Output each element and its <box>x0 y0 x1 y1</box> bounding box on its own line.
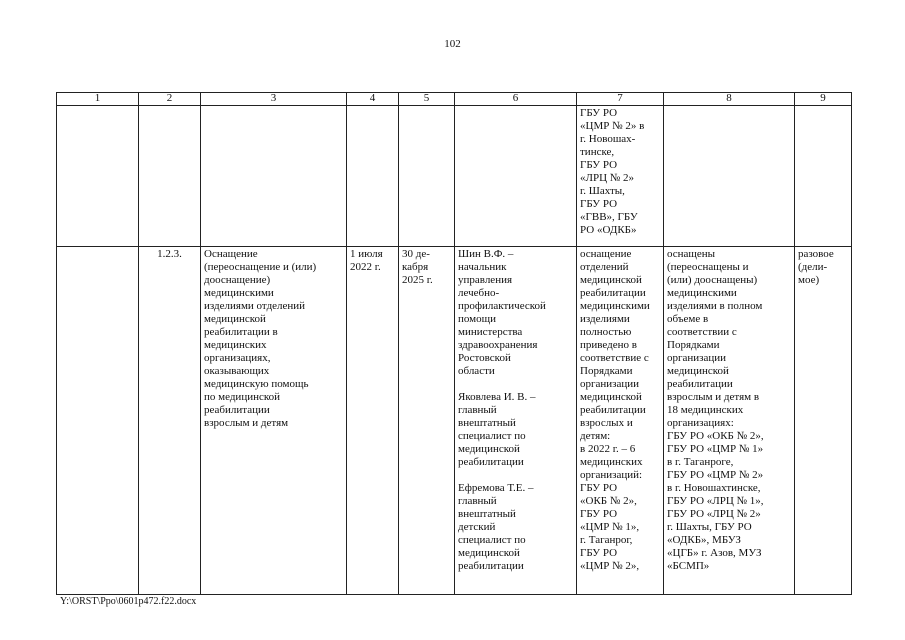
column-number-cell: 5 <box>399 93 455 106</box>
footer-file-path: Y:\ORST\Ppo\0601p472.f22.docx <box>60 596 197 607</box>
table-row <box>57 106 852 247</box>
result-cell: оснащены (переоснащены и (или) дооснащены) медицинскими изделиями в полном объеме в соответствии с Порядками организации медицинской реабилитации взрослым и детям в 18 медицинских организациях: ГБУ РО «ОКБ № 2», ГБУ РО «ЦМР № 1» в г. Таганроге, ГБУ РО «ЦМР № 2» в г. Новошахтинске, ГБУ РО «ЛРЦ № 1», ГБУ РО «ЛРЦ № 2» г. Шахты, ГБУ РО «ОДКБ», МБУЗ «ЦГБ» г. Азов, МУЗ «БСМП» <box>664 247 795 595</box>
responsible-cell: Шин В.Ф. – начальник управления лечебно- профилактической помощи министерства здравоохранения Ростовской области Яковлева И. В. – главный внештатный специалист по медицинской реабилитации Ефремова Т.Е. – главный внештатный детский специалист по медицинской реабилитации <box>455 247 577 595</box>
plan-table <box>56 92 852 595</box>
end-date-cell: 30 де- кабря 2025 г. <box>399 247 455 595</box>
table-row <box>57 247 852 595</box>
indicator-continuation-cell: ГБУ РО «ЦМР № 2» в г. Новошах- тинске, ГБУ РО «ЛРЦ № 2» г. Шахты, ГБУ РО «ГВВ», ГБУ РО «ОДКБ» <box>577 106 664 247</box>
empty-cell <box>139 106 201 247</box>
start-date-cell: 1 июля 2022 г. <box>347 247 399 595</box>
indicator-cell: оснащение отделений медицинской реабилитации медицинскими изделиями полностью приведено в соответствие с Порядками организации медицинской реабилитации взрослых и детям: в 2022 г. – 6 медицинских организаций: ГБУ РО «ОКБ № 2», ГБУ РО «ЦМР № 1», г. Таганрог, ГБУ РО «ЦМР № 2», <box>577 247 664 595</box>
column-number-cell: 8 <box>664 93 795 106</box>
column-number-cell: 7 <box>577 93 664 106</box>
empty-cell <box>795 106 852 247</box>
empty-cell <box>57 247 139 595</box>
page-number: 102 <box>444 38 461 50</box>
empty-cell <box>57 106 139 247</box>
activity-cell: Оснащение (переоснащение и (или) дооснащение) медицинскими изделиями отделений медицинской реабилитации в медицинских организациях, оказывающих медицинскую помощь по медицинской реабилитации взрослым и детям <box>201 247 347 595</box>
empty-cell <box>347 106 399 247</box>
column-number-cell: 9 <box>795 93 852 106</box>
empty-cell <box>455 106 577 247</box>
empty-cell <box>399 106 455 247</box>
column-number-cell: 1 <box>57 93 139 106</box>
table-header-row <box>57 93 852 106</box>
empty-cell <box>664 106 795 247</box>
column-number-cell: 3 <box>201 93 347 106</box>
column-number-cell: 4 <box>347 93 399 106</box>
column-number-cell: 2 <box>139 93 201 106</box>
column-number-cell: 6 <box>455 93 577 106</box>
type-cell: разовое (дели- мое) <box>795 247 852 595</box>
item-number-cell: 1.2.3. <box>139 247 201 595</box>
empty-cell <box>201 106 347 247</box>
